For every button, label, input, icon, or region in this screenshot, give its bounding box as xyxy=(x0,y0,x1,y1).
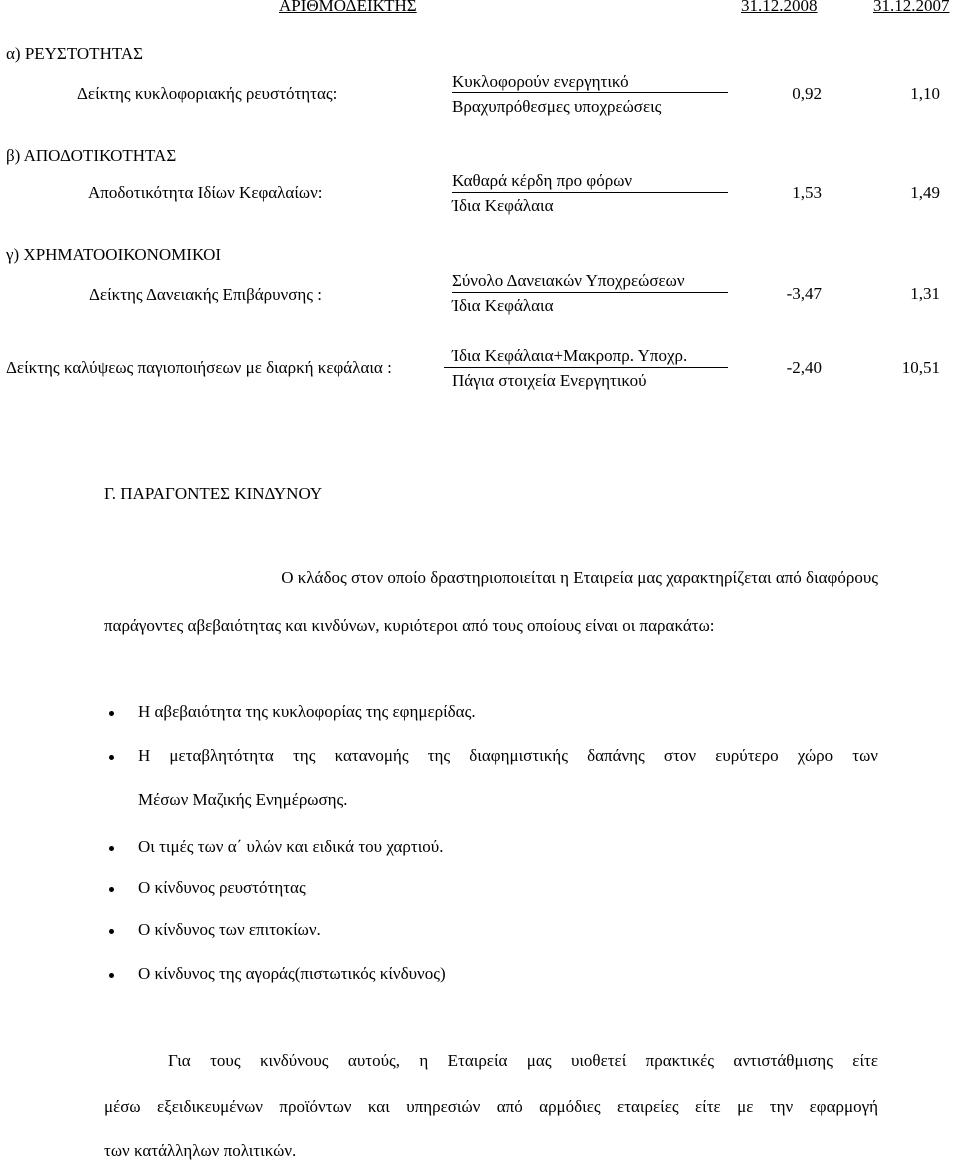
value-2007: 10,51 xyxy=(901,358,940,377)
risk-item: Η μεταβλητότητα της κατανομής της διαφημιστικής δαπάνης στον ευρύτερο χώρο των xyxy=(138,746,878,765)
ratio-denominator-roe: Ίδια Κεφάλαια xyxy=(452,196,554,215)
ratio-numerator-roe: Καθαρά κέρδη προ φόρων xyxy=(452,171,633,190)
header-title: ΑΡΙΘΜΟΔΕΙΚΤΗΣ xyxy=(279,0,417,15)
ratio-denominator-leverage: Ίδια Κεφάλαια xyxy=(452,296,554,315)
bullet-icon xyxy=(109,973,114,978)
value-2007: 1,10 xyxy=(910,84,940,103)
bullet-icon xyxy=(109,929,114,934)
ratio-denominator-liquidity: Βραχυπρόθεσμες υποχρεώσεις xyxy=(452,97,662,116)
bullet-icon xyxy=(109,711,114,716)
ratio-label-roe: Αποδοτικότητα Ιδίων Κεφαλαίων: xyxy=(88,183,323,202)
ratio-numerator-liquidity: Κυκλοφορούν ενεργητικό xyxy=(452,72,629,91)
value-2007: 1,49 xyxy=(910,183,940,202)
bullet-icon xyxy=(109,755,114,760)
header-year-2008: 31.12.2008 xyxy=(741,0,818,15)
fraction-line xyxy=(452,192,728,193)
ratio-numerator-leverage: Σύνολο Δανειακών Υποχρεώσεων xyxy=(452,271,685,290)
fraction-line xyxy=(444,367,728,368)
risk-item: Ο κίνδυνος ρευστότητας xyxy=(138,878,306,897)
risks-heading: Γ. ΠΑΡΑΓΟΝΤΕΣ ΚΙΝΔΥΝΟΥ xyxy=(104,484,323,503)
value-2008: -2,40 xyxy=(786,358,822,377)
risk-item: Οι τιμές των α΄ υλών και ειδικά του χαρτιού. xyxy=(138,837,444,856)
ratio-label-leverage: Δείκτης Δανειακής Επιβάρυνσης : xyxy=(89,285,323,304)
ratio-label-liquidity: Δείκτης κυκλοφοριακής ρευστότητας: xyxy=(77,84,338,103)
fraction-line xyxy=(452,292,728,293)
risk-item: Ο κίνδυνος των επιτοκίων. xyxy=(138,920,321,939)
bullet-icon xyxy=(109,887,114,892)
risks-intro-line2: παράγοντες αβεβαιότητας και κινδύνων, κυριότεροι από τους οποίους είναι οι παρακάτω: xyxy=(104,616,715,635)
ratio-denominator-fixed-asset-coverage: Πάγια στοιχεία Ενεργητικού xyxy=(452,371,647,390)
risk-item: Η αβεβαιότητα της κυκλοφορίας της εφημερίδας. xyxy=(138,702,476,721)
value-2008: 1,53 xyxy=(792,183,822,202)
risk-item-continuation: Μέσων Μαζικής Ενημέρωσης. xyxy=(138,790,348,809)
value-2008: -3,47 xyxy=(786,284,822,303)
ratio-label-fixed-asset-coverage: Δείκτης καλύψεως παγιοποιήσεων με διαρκή κεφάλαια : xyxy=(6,358,392,377)
ratio-numerator-fixed-asset-coverage: Ίδια Κεφάλαια+Μακροπρ. Υποχρ. xyxy=(452,346,688,365)
header-year-2007: 31.12.2007 xyxy=(873,0,950,15)
section-liquidity: α) ΡΕΥΣΤΟΤΗΤΑΣ xyxy=(6,44,144,63)
closing-line2: μέσω εξειδικευμένων προϊόντων και υπηρεσιών από αρμόδιες εταιρείες είτε με την εφαρμογή xyxy=(104,1097,878,1116)
closing-line3: των κατάλληλων πολιτικών. xyxy=(104,1141,297,1160)
closing-line1: Για τους κινδύνους αυτούς, η Εταιρεία μας υιοθετεί πρακτικές αντιστάθμισης είτε xyxy=(168,1051,878,1070)
section-profitability: β) ΑΠΟΔΟΤΙΚΟΤΗΤΑΣ xyxy=(6,146,177,165)
risks-intro-line1: Ο κλάδος στον οποίο δραστηριοποιείται η Εταιρεία μας χαρακτηρίζεται από διαφόρους xyxy=(281,568,878,587)
value-2007: 1,31 xyxy=(910,284,940,303)
fraction-line xyxy=(452,92,728,93)
section-financial: γ) ΧΡΗΜΑΤΟΟΙΚΟΝΟΜΙΚΟΙ xyxy=(6,245,222,264)
risk-item: Ο κίνδυνος της αγοράς(πιστωτικός κίνδυνος) xyxy=(138,964,446,983)
value-2008: 0,92 xyxy=(792,84,822,103)
bullet-icon xyxy=(109,846,114,851)
